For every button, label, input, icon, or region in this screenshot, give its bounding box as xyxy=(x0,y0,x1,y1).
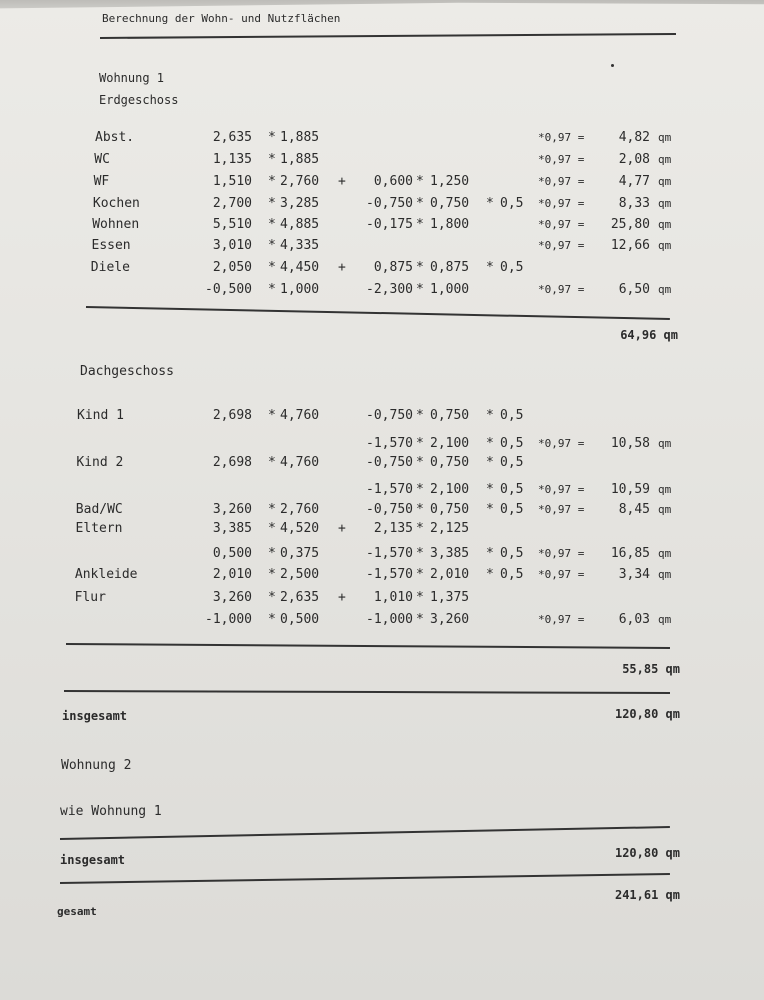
section-heading-wohnung-2: Wohnung 2 xyxy=(61,758,132,773)
reduction-factor: *0,97 = xyxy=(538,131,585,144)
reduction-factor: *0,97 = xyxy=(538,175,585,188)
multiply-symbol: * xyxy=(268,196,276,211)
dimension-length: 2,698 xyxy=(212,408,252,423)
multiply-symbol: * xyxy=(416,590,424,605)
room-area: 3,34 xyxy=(618,567,650,582)
dimension-width: 0,500 xyxy=(280,612,320,627)
erdgeschoss-subtotal: 64,96 qm xyxy=(620,328,678,342)
area-unit: qm xyxy=(658,175,672,188)
multiply-symbol: * xyxy=(486,196,494,211)
multiply-symbol: * xyxy=(416,521,424,536)
reduction-factor: *0,97 = xyxy=(538,218,585,231)
room-area: 8,45 xyxy=(618,502,650,517)
multiply-symbol: * xyxy=(268,567,276,582)
grand-total-rule xyxy=(60,873,670,884)
erdgeschoss-rule xyxy=(86,306,670,320)
multiply-symbol: * xyxy=(416,408,424,423)
dimension-length: 3,260 xyxy=(212,590,252,605)
extra-length: -0,175 xyxy=(366,217,413,232)
extra-width: 2,100 xyxy=(430,436,470,451)
room-area: 8,33 xyxy=(618,196,650,211)
wohnung-2-rule xyxy=(60,826,670,840)
half-factor: 0,5 xyxy=(500,502,524,517)
half-factor: 0,5 xyxy=(500,408,524,423)
plus-symbol: + xyxy=(338,260,346,275)
extra-length: -1,570 xyxy=(366,546,413,561)
grand-total-label: gesamt xyxy=(57,905,97,918)
multiply-symbol: * xyxy=(268,455,276,470)
dimension-width: 4,520 xyxy=(280,521,320,536)
plus-symbol: + xyxy=(338,174,346,189)
dimension-width: 1,885 xyxy=(280,152,320,167)
dimension-width: 3,285 xyxy=(280,196,320,211)
dimension-width: 4,335 xyxy=(280,238,320,253)
room-label: Wohnen xyxy=(92,217,140,232)
dimension-width: 4,760 xyxy=(280,455,320,470)
multiply-symbol: * xyxy=(268,238,276,253)
extra-width: 0,750 xyxy=(430,408,470,423)
room-label: WC xyxy=(94,152,110,167)
multiply-symbol: * xyxy=(486,455,494,470)
dimension-width: 0,375 xyxy=(280,546,320,561)
wohnung-1-total-value: 120,80 qm xyxy=(614,707,680,721)
extra-length: -2,300 xyxy=(366,282,413,297)
wohnung-1-total-label: insgesamt xyxy=(62,709,128,723)
extra-width: 1,250 xyxy=(430,174,470,189)
reduction-factor: *0,97 = xyxy=(538,503,585,516)
dimension-length: 3,010 xyxy=(212,238,252,253)
dimension-width: 2,500 xyxy=(280,567,320,582)
multiply-symbol: * xyxy=(416,502,424,517)
extra-width: 1,000 xyxy=(430,282,470,297)
extra-length: 0,600 xyxy=(373,174,413,189)
half-factor: 0,5 xyxy=(500,260,524,275)
extra-width: 0,750 xyxy=(430,196,470,211)
area-unit: qm xyxy=(658,483,672,496)
dimension-length: 2,698 xyxy=(212,455,252,470)
multiply-symbol: * xyxy=(416,174,424,189)
multiply-symbol: * xyxy=(486,408,494,423)
room-area: 4,82 xyxy=(618,130,650,145)
reduction-factor: *0,97 = xyxy=(538,197,585,210)
reduction-factor: *0,97 = xyxy=(538,483,585,496)
multiply-symbol: * xyxy=(416,567,424,582)
wohnung-1-total-rule xyxy=(64,690,670,694)
wohnung-2-note: wie Wohnung 1 xyxy=(60,804,162,819)
dachgeschoss-subtotal: 55,85 qm xyxy=(622,662,680,676)
room-area: 6,03 xyxy=(618,612,650,627)
dimension-length: -1,000 xyxy=(205,612,252,627)
dimension-length: 2,050 xyxy=(212,260,252,275)
dimension-width: 2,760 xyxy=(280,174,320,189)
dimension-length: 0,500 xyxy=(212,546,252,561)
dimension-length: 3,260 xyxy=(212,502,252,517)
dimension-length: 1,510 xyxy=(212,174,252,189)
dimension-length: 5,510 xyxy=(212,217,252,232)
extra-width: 2,100 xyxy=(430,482,470,497)
multiply-symbol: * xyxy=(486,436,494,451)
multiply-symbol: * xyxy=(416,436,424,451)
multiply-symbol: * xyxy=(416,546,424,561)
ink-dot xyxy=(611,64,614,67)
reduction-factor: *0,97 = xyxy=(538,437,585,450)
multiply-symbol: * xyxy=(268,260,276,275)
multiply-symbol: * xyxy=(416,482,424,497)
area-unit: qm xyxy=(658,503,672,516)
extra-width: 2,010 xyxy=(430,567,470,582)
area-unit: qm xyxy=(658,153,672,166)
extra-length: -0,750 xyxy=(366,408,413,423)
dimension-width: 2,760 xyxy=(280,502,320,517)
reduction-factor: *0,97 = xyxy=(538,613,585,626)
room-label: Flur xyxy=(74,590,106,605)
area-unit: qm xyxy=(658,437,672,450)
area-unit: qm xyxy=(658,547,672,560)
multiply-symbol: * xyxy=(486,546,494,561)
dimension-width: 1,000 xyxy=(280,282,320,297)
room-label: Ankleide xyxy=(74,567,138,582)
extra-length: 2,135 xyxy=(373,521,413,536)
dimension-length: 3,385 xyxy=(212,521,252,536)
room-label: Essen xyxy=(91,238,131,253)
extra-width: 1,800 xyxy=(430,217,470,232)
reduction-factor: *0,97 = xyxy=(538,239,585,252)
multiply-symbol: * xyxy=(268,612,276,627)
dimension-length: -0,500 xyxy=(205,282,252,297)
multiply-symbol: * xyxy=(268,152,276,167)
multiply-symbol: * xyxy=(486,502,494,517)
multiply-symbol: * xyxy=(268,546,276,561)
extra-width: 1,375 xyxy=(430,590,470,605)
extra-width: 2,125 xyxy=(430,521,470,536)
extra-length: -0,750 xyxy=(366,196,413,211)
multiply-symbol: * xyxy=(416,217,424,232)
area-unit: qm xyxy=(658,131,672,144)
room-area: 6,50 xyxy=(618,282,650,297)
reduction-factor: *0,97 = xyxy=(538,568,585,581)
half-factor: 0,5 xyxy=(500,546,524,561)
multiply-symbol: * xyxy=(416,196,424,211)
area-unit: qm xyxy=(658,613,672,626)
multiply-symbol: * xyxy=(486,260,494,275)
document-title: Berechnung der Wohn- und Nutzflächen xyxy=(102,12,341,25)
reduction-factor: *0,97 = xyxy=(538,283,585,296)
extra-width: 0,875 xyxy=(430,260,470,275)
half-factor: 0,5 xyxy=(500,482,524,497)
room-label: Diele xyxy=(90,260,130,275)
area-unit: qm xyxy=(658,239,672,252)
dimension-length: 1,135 xyxy=(212,152,252,167)
plus-symbol: + xyxy=(338,590,346,605)
multiply-symbol: * xyxy=(268,408,276,423)
room-area: 2,08 xyxy=(618,152,650,167)
extra-length: -1,000 xyxy=(366,612,413,627)
extra-length: 0,875 xyxy=(373,260,413,275)
multiply-symbol: * xyxy=(416,612,424,627)
area-unit: qm xyxy=(658,283,672,296)
dimension-length: 2,700 xyxy=(212,196,252,211)
multiply-symbol: * xyxy=(268,217,276,232)
room-area: 16,85 xyxy=(610,546,650,561)
multiply-symbol: * xyxy=(268,590,276,605)
multiply-symbol: * xyxy=(268,282,276,297)
extra-length: -1,570 xyxy=(366,436,413,451)
extra-length: -0,750 xyxy=(366,502,413,517)
room-area: 10,58 xyxy=(610,436,650,451)
area-unit: qm xyxy=(658,218,672,231)
room-area: 12,66 xyxy=(610,238,650,253)
half-factor: 0,5 xyxy=(500,455,524,470)
extra-length: -1,570 xyxy=(366,482,413,497)
extra-width: 3,385 xyxy=(430,546,470,561)
floor-heading-erdgeschoss: Erdgeschoss xyxy=(99,93,179,107)
half-factor: 0,5 xyxy=(500,436,524,451)
multiply-symbol: * xyxy=(268,502,276,517)
area-unit: qm xyxy=(658,568,672,581)
half-factor: 0,5 xyxy=(500,196,524,211)
room-label: WF xyxy=(93,174,110,189)
wohnung-2-total-label: insgesamt xyxy=(60,853,126,867)
dimension-width: 4,760 xyxy=(280,408,320,423)
dimension-width: 2,635 xyxy=(280,590,320,605)
extra-length: 1,010 xyxy=(373,590,413,605)
reduction-factor: *0,97 = xyxy=(538,547,585,560)
room-area: 4,77 xyxy=(618,174,650,189)
extra-width: 0,750 xyxy=(430,455,470,470)
plus-symbol: + xyxy=(338,521,346,536)
multiply-symbol: * xyxy=(416,455,424,470)
room-area: 10,59 xyxy=(610,482,650,497)
half-factor: 0,5 xyxy=(500,567,524,582)
multiply-symbol: * xyxy=(416,260,424,275)
room-label: Kochen xyxy=(92,196,140,211)
extra-width: 0,750 xyxy=(430,502,470,517)
room-label: Kind 1 xyxy=(77,408,124,423)
wohnung-2-total-value: 120,80 qm xyxy=(614,846,680,860)
reduction-factor: *0,97 = xyxy=(538,153,585,166)
room-label: Kind 2 xyxy=(76,455,124,470)
dimension-length: 2,635 xyxy=(212,130,252,145)
multiply-symbol: * xyxy=(268,521,276,536)
extra-length: -1,570 xyxy=(366,567,413,582)
dimension-width: 4,450 xyxy=(280,260,320,275)
multiply-symbol: * xyxy=(416,282,424,297)
room-label: Eltern xyxy=(75,521,123,536)
multiply-symbol: * xyxy=(486,482,494,497)
area-unit: qm xyxy=(658,197,672,210)
multiply-symbol: * xyxy=(268,130,276,145)
multiply-symbol: * xyxy=(486,567,494,582)
room-label: Bad/WC xyxy=(75,502,123,517)
dachgeschoss-rule xyxy=(66,643,670,649)
room-area: 25,80 xyxy=(610,217,650,232)
room-label: Abst. xyxy=(95,130,135,145)
multiply-symbol: * xyxy=(268,174,276,189)
grand-total-value: 241,61 qm xyxy=(614,888,680,902)
extra-width: 3,260 xyxy=(430,612,470,627)
dimension-width: 1,885 xyxy=(280,130,320,145)
title-underline xyxy=(100,33,676,39)
dimension-length: 2,010 xyxy=(212,567,252,582)
floor-heading-dachgeschoss: Dachgeschoss xyxy=(80,364,174,379)
dimension-width: 4,885 xyxy=(280,217,320,232)
extra-length: -0,750 xyxy=(366,455,413,470)
section-heading-wohnung-1: Wohnung 1 xyxy=(99,71,165,85)
